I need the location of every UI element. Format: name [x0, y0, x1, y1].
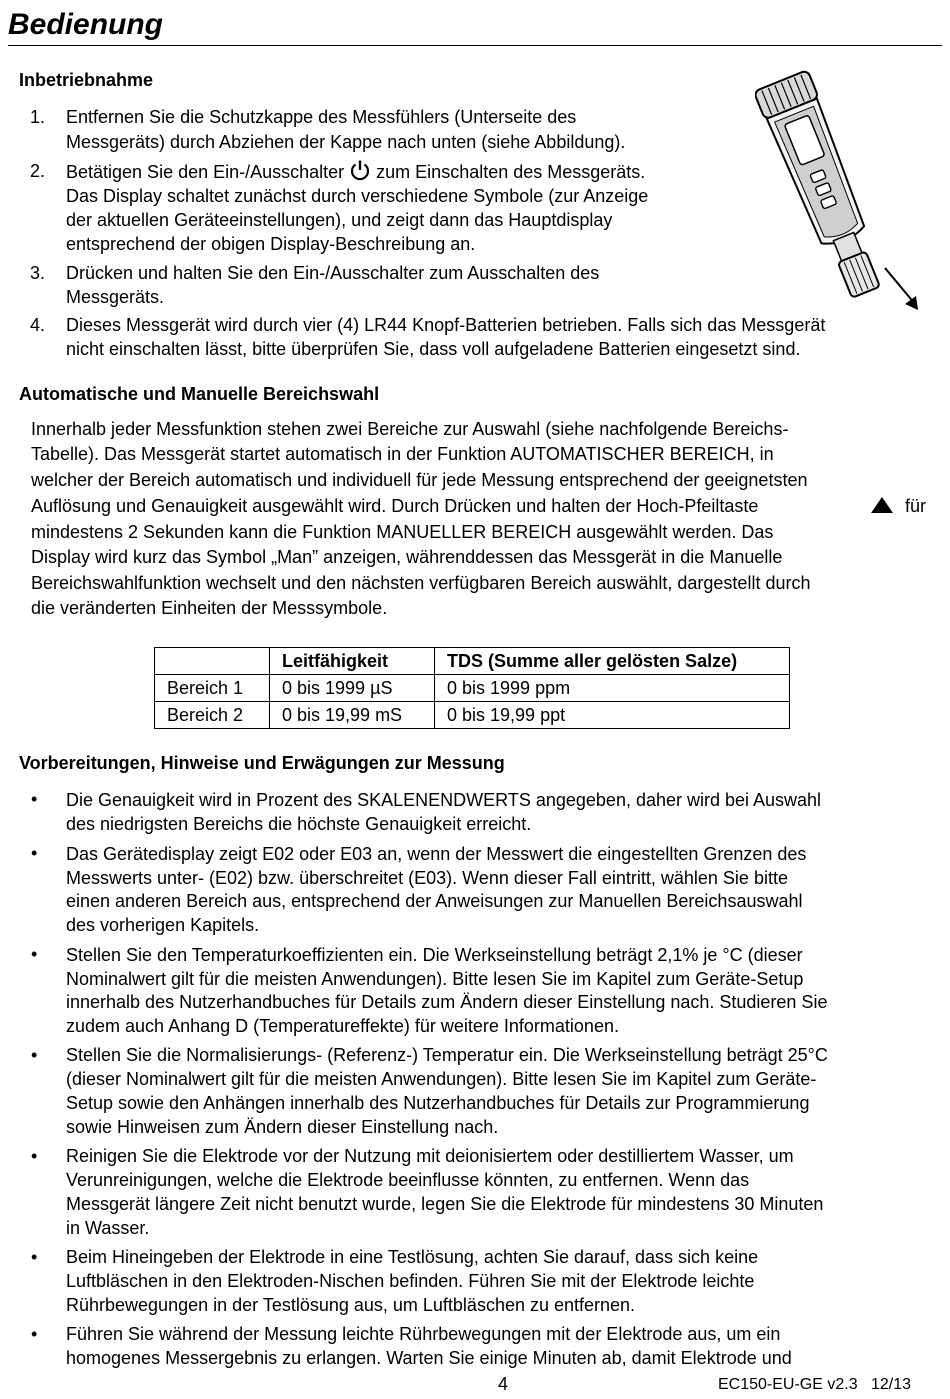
- paragraph-line: Bereichswahlfunktion wechselt und den nächsten verfügbaren Bereich auswählt, dargestellt durch: [31, 573, 811, 593]
- paragraph-line: mindestens 2 Sekunden kann die Funktion MANUELLER BEREICH ausgewählt werden. Das: [31, 522, 774, 542]
- list-item-text-part: zum Einschalten des Messgeräts.: [376, 162, 646, 182]
- paragraph-line: Auflösung und Genauigkeit ausgewählt wird. Durch Drücken und halten der Hoch-Pfeiltaste: [31, 496, 759, 516]
- list-number: 4.: [30, 315, 46, 335]
- list-item-text: der aktuellen Geräteeinstellungen), und zeigt dann das Hauptdisplay: [66, 210, 613, 230]
- section-heading-inbetriebnahme: Inbetriebnahme: [19, 70, 154, 90]
- bullet-text: Luftbläschen in den Elektroden-Nischen befinden. Führen Sie mit der Elektrode leichte: [66, 1271, 755, 1291]
- bullet-text: (dieser Nominalwert gilt für die meisten Anwendungen). Bitte lesen Sie im Kapitel zum Geräte-: [66, 1069, 817, 1089]
- table-header-cell: TDS (Summe aller gelösten Salze): [435, 648, 790, 675]
- bullet-point: •: [31, 789, 38, 809]
- list-item-text: Das Display schaltet zunächst durch verschiedene Symbole (zur Anzeige: [66, 186, 649, 206]
- bullet-text: Setup sowie den Anhängen innerhalb des Nutzerhandbuches für Details zur Programmierung: [66, 1093, 810, 1113]
- bullet-text: Beim Hineingeben der Elektrode in eine Testlösung, achten Sie darauf, dass sich keine: [66, 1247, 759, 1267]
- bullet-text: innerhalb des Nutzerhandbuches für Details zum Ändern dieser Einstellung nach. Studieren Sie: [66, 992, 828, 1012]
- list-item-text: [66, 159, 645, 184]
- bullet-text: sowie Hinweisen zum Ändern dieser Einstellung nach.: [66, 1117, 499, 1137]
- page-number: 4: [498, 1374, 509, 1394]
- list-item-text: entsprechend der obigen Display-Beschreibung an.: [66, 234, 476, 254]
- up-arrow-key-icon: [870, 495, 894, 515]
- paragraph-line: Innerhalb jeder Messfunktion stehen zwei Bereiche zur Auswahl (siehe nachfolgende Bereichs-: [31, 419, 789, 439]
- bullet-text: zudem auch Anhang D (Temperatureffekte) für weitere Informationen.: [66, 1016, 619, 1036]
- bullet-text: des vorherigen Kapitels.: [66, 915, 260, 935]
- bullet-text: Führen Sie während der Messung leichte Rührbewegungen mit der Elektrode aus, um ein: [66, 1324, 781, 1344]
- bullet-point: •: [31, 944, 38, 964]
- bullet-text: einen anderen Bereich aus, entsprechend der Anweisungen zur Manuellen Bereichsauswahl: [66, 891, 803, 911]
- table-header-cell: [155, 648, 270, 675]
- range-table: [154, 647, 790, 729]
- table-cell: Bereich 1: [155, 675, 270, 702]
- bullet-text: Verunreinigungen, welche die Elektrode beeinflusse könnten, zu entfernen. Wenn das: [66, 1170, 750, 1190]
- paragraph-line: Tabelle). Das Messgerät startet automatisch in der Funktion AUTOMATISCHER BEREICH, in: [31, 444, 774, 464]
- bullet-text: Reinigen Sie die Elektrode vor der Nutzung mit deionisiertem oder destilliertem Wasser, um: [66, 1146, 794, 1166]
- bullet-text: Die Genauigkeit wird in Prozent des SKALENENDWERTS angegeben, daher wird bei Auswahl: [66, 790, 822, 810]
- bullet-point: •: [31, 843, 38, 863]
- bullet-text: Messgerät längere Zeit nicht benutzt wurde, legen Sie die Elektrode für mindestens 30 Minuten: [66, 1194, 824, 1214]
- list-number: 2.: [30, 161, 46, 181]
- meter-illustration: [755, 68, 945, 320]
- table-cell: 0 bis 1999 µS: [270, 675, 435, 702]
- list-item-text: nicht einschalten lässt, bitte überprüfen Sie, dass voll aufgeladene Batterien eingesetzt sind.: [66, 339, 801, 359]
- bullet-text: Stellen Sie die Normalisierungs- (Referenz-) Temperatur ein. Die Werkseinstellung beträgt 25°C: [66, 1045, 828, 1065]
- list-number: 1.: [30, 107, 46, 127]
- table-cell: 0 bis 19,99 ppt: [435, 702, 790, 729]
- bullet-text: Stellen Sie den Temperaturkoeffizienten ein. Die Werkseinstellung beträgt 2,1% je °C (dieser: [66, 945, 803, 965]
- list-item-text: Messgeräts) durch Abziehen der Kappe nach unten (siehe Abbildung).: [66, 132, 626, 152]
- bullet-text: des niedrigsten Bereichs die höchste Genauigkeit erreicht.: [66, 814, 532, 834]
- paragraph-line: für: [905, 496, 927, 516]
- bullet-text: in Wasser.: [66, 1218, 150, 1238]
- list-item-text-part: Betätigen Sie den Ein-/Ausschalter: [66, 162, 345, 182]
- table-row: [155, 675, 790, 702]
- power-icon: [349, 159, 371, 181]
- table-header-row: [155, 648, 790, 675]
- table-row: [155, 702, 790, 729]
- bullet-point: •: [31, 1324, 38, 1344]
- bullet-point: •: [31, 1045, 38, 1065]
- page-title: Bedienung: [8, 8, 163, 41]
- bullet-point: •: [31, 1146, 38, 1166]
- bullet-text: Messwerts unter- (E02) bzw. überschreitet (E03). Wenn dieser Fall eintritt, wählen Sie bitte: [66, 868, 788, 888]
- table-cell: 0 bis 1999 ppm: [435, 675, 790, 702]
- list-item-text: Entfernen Sie die Schutzkappe des Messfühlers (Unterseite des: [66, 107, 577, 127]
- bullet-text: Das Gerätedisplay zeigt E02 oder E03 an, wenn der Messwert die eingestellten Grenzen des: [66, 844, 807, 864]
- table-cell: Bereich 2: [155, 702, 270, 729]
- title-divider: [8, 45, 942, 46]
- paragraph-line: Display wird kurz das Symbol „Man” anzeigen, währenddessen das Messgerät in die Manuelle: [31, 547, 783, 567]
- paragraph-line: welcher der Bereich automatisch und individuell für jede Messung entsprechend der geeignetsten: [31, 470, 808, 490]
- bullet-text: Rührbewegungen in der Testlösung aus, um Luftbläschen zu entfernen.: [66, 1295, 636, 1315]
- paragraph-line: die veränderten Einheiten der Messsymbole.: [31, 598, 388, 618]
- list-item-text: Messgeräts.: [66, 287, 165, 307]
- bullet-point: •: [31, 1247, 38, 1267]
- table-header-cell: Leitfähigkeit: [270, 648, 435, 675]
- table-cell: 0 bis 19,99 mS: [270, 702, 435, 729]
- bullet-text: homogenes Messergebnis zu erlangen. Warten Sie einige Minuten ab, damit Elektrode und: [66, 1348, 792, 1368]
- bullet-text: Nominalwert gilt für die meisten Anwendungen). Bitte lesen Sie im Kapitel zum Geräte-Setup: [66, 969, 804, 989]
- section-heading-bereichswahl: Automatische und Manuelle Bereichswahl: [19, 384, 380, 404]
- list-number: 3.: [30, 263, 46, 283]
- list-item-text: Drücken und halten Sie den Ein-/Ausschalter zum Ausschalten des: [66, 263, 600, 283]
- list-item-text: Dieses Messgerät wird durch vier (4) LR44 Knopf-Batterien betrieben. Falls sich das Messgerät: [66, 315, 826, 335]
- document-code: EC150-EU-GE v2.3 12/13: [718, 1376, 911, 1393]
- section-heading-vorbereitungen: Vorbereitungen, Hinweise und Erwägungen zur Messung: [19, 753, 505, 773]
